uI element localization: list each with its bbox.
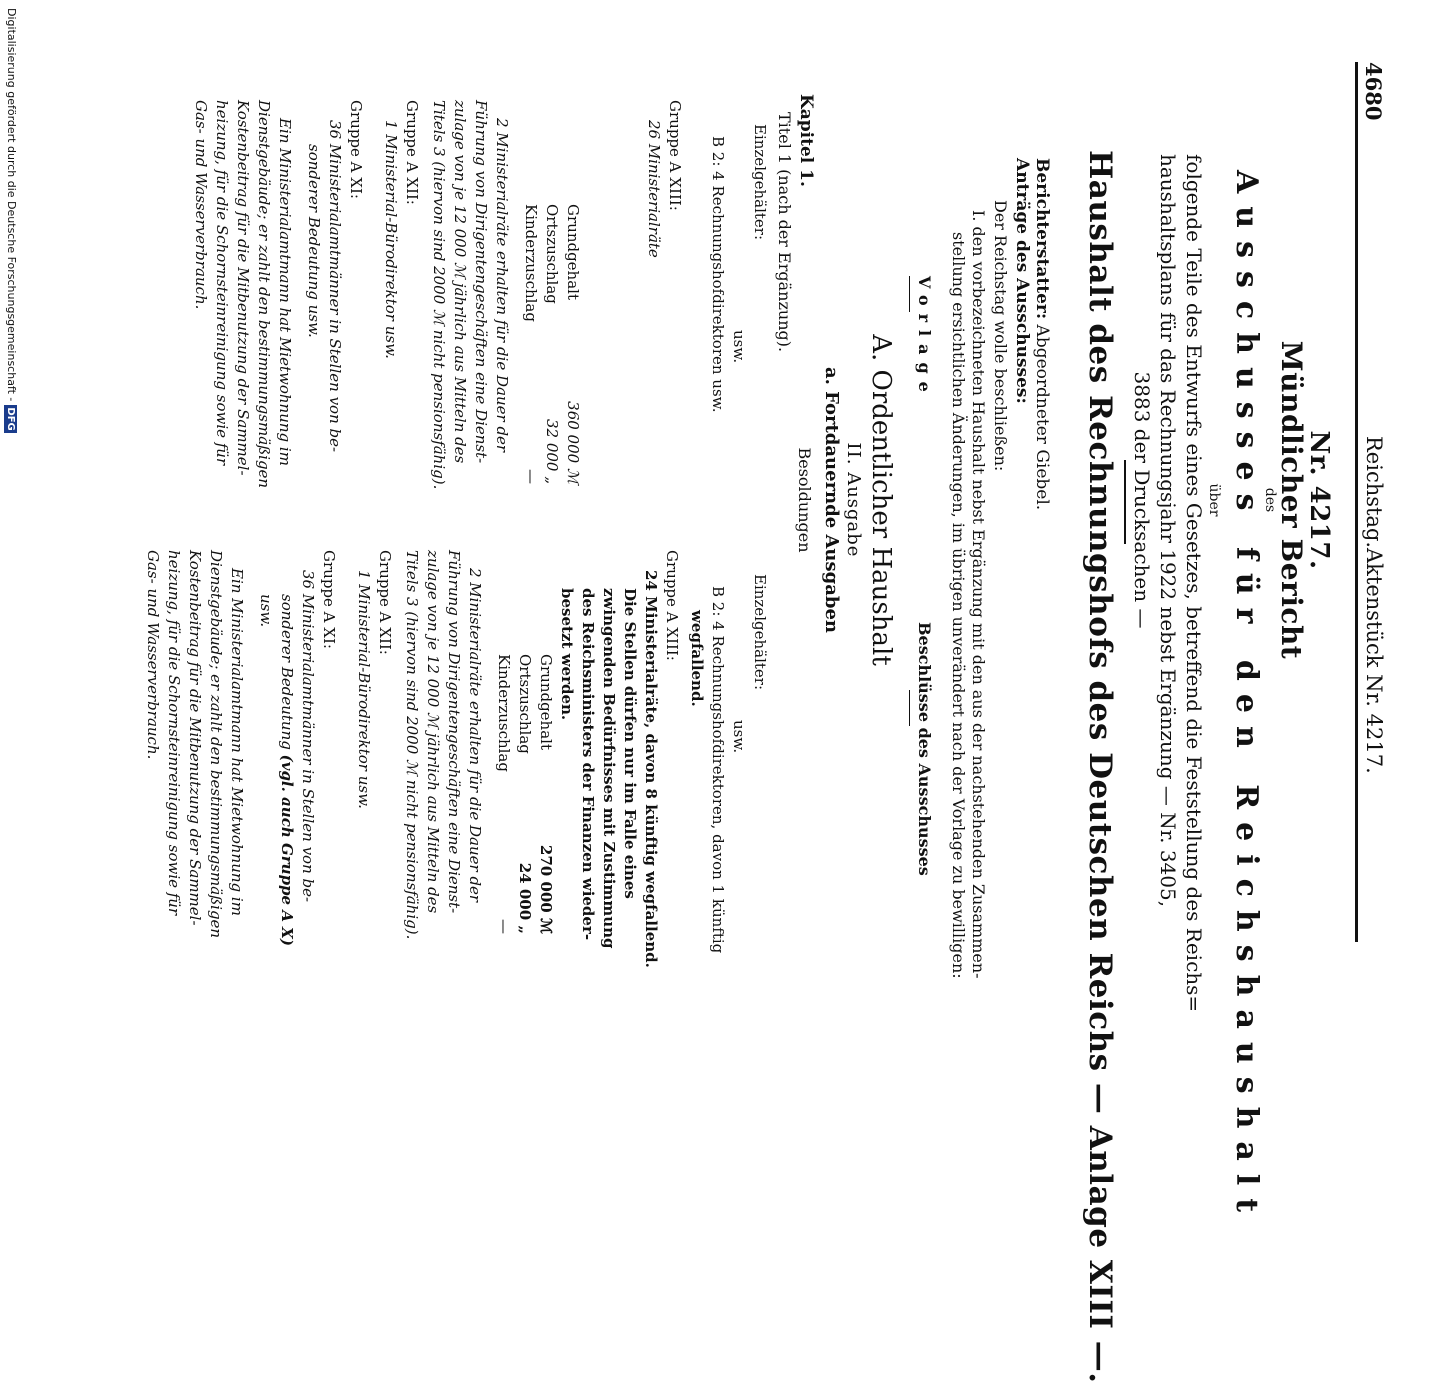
report-title: Mündlicher Bericht xyxy=(1275,340,1308,660)
reporter-label: Berichterstatter: xyxy=(1032,158,1052,320)
title-body-line3: 3883 der Drucksachen — xyxy=(1130,371,1154,629)
right-zulage-line2: Führung von Dirigentengeschäften eine Dienst- xyxy=(445,550,463,914)
left-kinderzuschlag-value: — xyxy=(522,469,540,484)
committee-title: Ausschusses für den Reichshaushalt xyxy=(1229,170,1264,1226)
kapitel-heading: Kapitel 1. xyxy=(796,94,816,187)
right-gruppe-a13: Gruppe A XIII: xyxy=(663,550,681,661)
page-number: 4680 xyxy=(1361,62,1386,121)
right-ministerialraete-line3: zwingenden Bedürfnisses mit Zustimmung xyxy=(600,588,618,949)
left-gruppe-a12: Gruppe A XII: xyxy=(403,100,421,205)
left-grundgehalt-value: 360 000 ℳ xyxy=(564,401,582,484)
budget-heading: Haushalt des Rechnungshofs des Deutschen Reichs — Anlage XIII —. xyxy=(1082,150,1118,1384)
dfg-logo: DFG xyxy=(5,407,16,431)
running-head-right: Aktenstück Nr. 4217. xyxy=(1362,548,1386,774)
right-kinderzuschlag-label: Kinderzuschlag xyxy=(495,654,513,772)
right-gruppe-a12: Gruppe A XII: xyxy=(376,550,394,655)
column-vorlage xyxy=(190,100,770,490)
right-ministerialraete-line5: besetzt werden. xyxy=(558,588,576,721)
right-kinderzuschlag-row xyxy=(493,550,514,934)
left-note-line5: Gas- und Wasserverbrauch. xyxy=(192,100,210,310)
left-einzelgehaelter: Einzelgehälter: xyxy=(751,124,769,240)
header-rule xyxy=(1355,62,1358,942)
left-grundgehalt-row xyxy=(562,100,583,484)
right-ministerialraete-line2: Die Stellen dürfen nur im Falle eines xyxy=(621,588,639,899)
motion-item-line2: stellung ersichtlichen Änderungen, im übrigen unverändert nach der Vorlage zu bewilligen: xyxy=(949,232,968,979)
right-zulage-line4: Titels 3 (hiervon sind 2000 ℳ nicht pensionsfähig). xyxy=(403,550,421,940)
digitization-credit-text: Digitalisierung gefördert durch die Deutsche Forschungsgemeinschaft - xyxy=(5,8,18,402)
left-zulage-line2: Führung von Dirigentengeschäften eine Dienst- xyxy=(472,100,490,464)
right-ministerialraete-line1: 24 Ministerialräte, davon 8 künftig wegfallend. xyxy=(642,570,660,968)
right-ortszuschlag-label: Ortszuschlag xyxy=(516,654,534,754)
left-zulage-line4: Titels 3 (hiervon sind 2000 ℳ nicht pensionsfähig). xyxy=(430,100,448,490)
right-zulage-line1: 2 Ministerialräte erhalten für die Dauer der xyxy=(466,568,484,903)
motions-label: Anträge des Ausschusses: xyxy=(1012,158,1032,404)
left-buerodirektor: 1 Ministerial-Bürodirektor usw. xyxy=(382,120,400,359)
section-ordentlicher-haushalt: A. Ordentlicher Haushalt xyxy=(866,334,896,666)
title-rule xyxy=(1124,460,1126,544)
reporter-name: Abgeordneter Giebel. xyxy=(1032,324,1052,511)
right-zulage-line3: zulage von je 12 000 ℳ jährlich aus Mitteln des xyxy=(424,550,442,914)
digitization-credit xyxy=(4,8,18,433)
left-amtmaenner-line1: 36 Ministerialamtmänner in Stellen von be- xyxy=(326,120,344,453)
left-note-line1: Ein Ministerialamtmann hat Mietwohnung im xyxy=(276,118,294,466)
left-zulage-line1: 2 Ministerialräte erhalten für die Dauer der xyxy=(493,118,511,453)
left-kinderzuschlag-label: Kinderzuschlag xyxy=(522,204,540,322)
left-note-line3: Kostenbeitrag für die Mitbenutzung der Sammel- xyxy=(234,100,252,476)
motion-item-line1: I. den vorbezeichneten Haushalt nebst Ergänzung mit den aus der nachstehenden Zusammen- xyxy=(969,210,988,979)
right-amtmaenner-reference: (vgl. auch Gruppe A X) xyxy=(278,754,296,946)
right-buerodirektor: 1 Ministerial-Bürodirektor usw. xyxy=(355,570,373,809)
left-b2: B 2: 4 Rechnungshofdirektoren usw. xyxy=(709,136,727,413)
title-body-line1: folgende Teile des Entwurfs eines Gesetzes, betreffend die Feststellung des Reichs= xyxy=(1182,154,1206,1013)
left-amtmaenner-line2: sonderer Bedeutung usw. xyxy=(305,144,323,338)
right-grundgehalt-label: Grundgehalt xyxy=(537,654,555,750)
title-body-line2: haushaltsplans für das Rechnungsjahr 1922 nebst Ergänzung — Nr. 3405, xyxy=(1156,154,1180,908)
right-grundgehalt-row xyxy=(535,550,556,934)
column-head-beschluesse: Beschlüsse des Ausschusses xyxy=(915,622,934,876)
titel-heading: Titel 1 (nach der Ergänzung). xyxy=(775,112,794,353)
right-note-line4: heizung, für die Schornsteinreinigung sowie für xyxy=(165,550,183,916)
right-amtmaenner-usw: usw. xyxy=(257,594,275,628)
title-ueber: über xyxy=(1206,483,1222,517)
right-grundgehalt-value: 270 000 ℳ xyxy=(537,844,555,934)
right-amtmaenner-line2 xyxy=(276,550,297,946)
right-b2-line1 xyxy=(707,550,728,954)
column-head-rule-right xyxy=(909,690,910,726)
document-number: Nr. 4217. xyxy=(1304,430,1334,570)
right-einzelgehaelter: Einzelgehälter: xyxy=(751,574,769,690)
right-b2-line2: wegfallend. xyxy=(688,610,706,707)
left-gruppe-a11: Gruppe A XI: xyxy=(347,100,365,199)
right-ministerialraete-line4: des Reichsministers der Finanzen wieder- xyxy=(579,588,597,941)
right-note-line3: Kostenbeitrag für die Mitbenutzung der Sammel- xyxy=(186,550,204,926)
right-b2-text: B 2: 4 Rechnungshofdirektoren, davon 1 künftig xyxy=(709,586,727,954)
column-head-vorlage: Vorlage xyxy=(915,276,934,400)
right-amtmaenner-text: sonderer Bedeutung xyxy=(278,594,296,755)
right-kinderzuschlag-value: — xyxy=(495,919,513,934)
right-note-line1: Ein Ministerialamtmann hat Mietwohnung im xyxy=(228,568,246,916)
column-head-rule-left xyxy=(909,276,910,312)
besoldungen-heading: Besoldungen xyxy=(795,447,814,553)
right-ortszuschlag-value: 24 000 „ xyxy=(516,862,534,934)
left-kinderzuschlag-row xyxy=(520,100,541,484)
left-grundgehalt-label: Grundgehalt xyxy=(564,204,582,300)
title-des: des xyxy=(1262,487,1278,513)
left-ministerialraete: 26 Ministerialräte xyxy=(645,120,663,258)
right-usw: usw. xyxy=(730,720,748,754)
section-fortdauernde-ausgaben: a. Fortdauernde Ausgaben xyxy=(821,366,842,634)
right-note-line2: Dienstgebäude; er zahlt den bestimmungsmäßigen xyxy=(207,550,225,939)
section-ausgabe: II. Ausgabe xyxy=(843,442,864,558)
reporter-line xyxy=(1032,158,1052,510)
right-gruppe-a11: Gruppe A XI: xyxy=(320,550,338,649)
motions-intro: Der Reichstag wolle beschließen: xyxy=(991,200,1010,472)
left-note-line4: heizung, für die Schornsteinreinigung sowie für xyxy=(213,100,231,466)
right-ortszuschlag-row xyxy=(514,550,535,934)
running-head-center: Reichstag. xyxy=(1362,436,1386,549)
left-zulage-line3: zulage von je 12 000 ℳ jährlich aus Mitteln des xyxy=(451,100,469,464)
left-usw: usw. xyxy=(730,330,748,364)
left-ortszuschlag-label: Ortszuschlag xyxy=(543,204,561,304)
left-note-line2: Dienstgebäude; er zahlt den bestimmungsmäßigen xyxy=(255,100,273,489)
left-ortszuschlag-value: 32 000 „ xyxy=(543,418,561,484)
left-ortszuschlag-row xyxy=(541,100,562,484)
left-gruppe-a13: Gruppe A XIII: xyxy=(666,100,684,211)
column-beschluesse xyxy=(142,550,770,968)
right-amtmaenner-line1: 36 Ministerialamtmänner in Stellen von be- xyxy=(299,570,317,903)
right-note-line5: Gas- und Wasserverbrauch. xyxy=(144,550,162,760)
